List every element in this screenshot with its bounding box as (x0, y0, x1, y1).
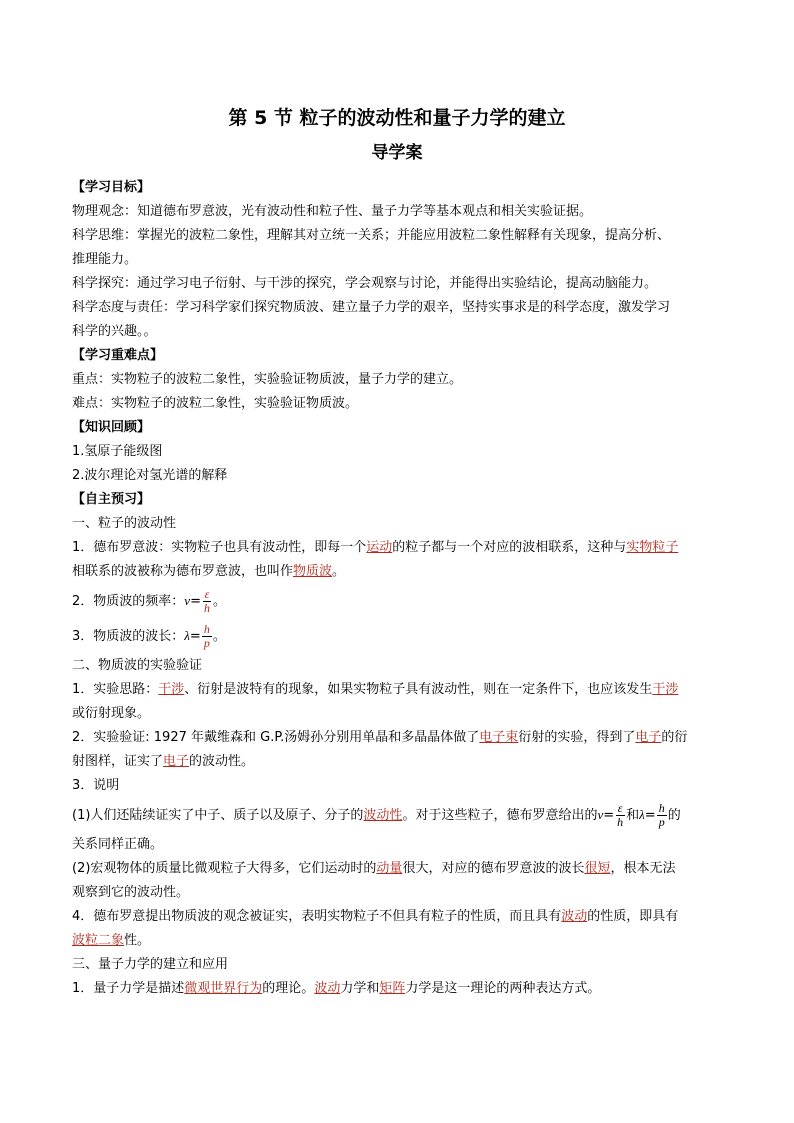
section-heading: 二、物质波的实验验证 (72, 658, 203, 673)
text: 的性质，即具有 (587, 909, 679, 924)
formula-variable: λ (184, 628, 190, 643)
preview-heading: 【自主预习】 (72, 492, 151, 507)
text: 1．量子力学是描述 (72, 981, 185, 996)
answer-blank: 波动 (561, 909, 588, 924)
fraction (202, 588, 212, 615)
answer-blank: 波粒二象 (72, 933, 125, 948)
formula-equals: = (603, 808, 615, 823)
review-heading: 【知识回顾】 (72, 420, 151, 435)
objective-line: 科学的兴趣。。 (72, 324, 157, 339)
paragraph-explanation-1-cont: 关系同样正确。 (72, 837, 164, 852)
answer-blank: 干涉 (652, 682, 679, 697)
text: 和 (626, 808, 640, 823)
objectives-heading: 【学习目标】 (72, 180, 151, 195)
text: 的 (667, 808, 681, 823)
review-line: 2.波尔理论对氢光谱的解释 (72, 468, 228, 483)
answer-blank: 很短 (584, 861, 611, 876)
section-heading: 一、粒子的波动性 (72, 516, 177, 531)
text: ，根本无法 (610, 861, 676, 876)
text: 的粒子都与一个对应的波相联系，这种与 (392, 540, 627, 555)
text: 3．物质波的波长： (72, 629, 185, 644)
objective-line: 物理观念：知道德布罗意波，光有波动性和粒子性、量子力学等基本观点和相关实验证据。 (72, 204, 593, 219)
objective-line: 推理能力。 (72, 252, 138, 267)
formula-equals: = (189, 629, 201, 644)
keypoint-line: 难点：实物粒子的波粒二象性，实验验证物质波。 (72, 396, 359, 411)
formula-equals: = (190, 594, 201, 609)
fraction-numerator: ε (617, 801, 623, 815)
fraction-numerator: ε (204, 587, 210, 601)
fraction-denominator: p (658, 815, 665, 829)
answer-blank: 实物粒子 (626, 540, 679, 555)
fraction (615, 802, 625, 829)
paragraph-explanation-2-cont: 观察到它的波动性。 (72, 885, 190, 900)
answer-blank: 物质波 (293, 564, 333, 579)
answer-blank: 动量 (376, 861, 403, 876)
paragraph-conclusion-cont (72, 929, 722, 953)
text: 性。 (124, 933, 151, 948)
text: 力学和 (340, 981, 380, 996)
answer-blank: 电子 (635, 730, 662, 745)
text: 的波动性。 (189, 754, 255, 769)
answer-blank: 波动 (314, 981, 341, 996)
text: 相联系的波被称为德布罗意波，也叫作 (72, 564, 294, 579)
answer-blank: 微观世界行为 (184, 981, 263, 996)
objective-line: 科学探究：通过学习电子衍射、与干涉的探究，学会观察与讨论，并能得出实验结论，提高动脑能力。 (72, 276, 658, 291)
text: 。 (332, 564, 346, 579)
answer-blank: 干涉 (158, 682, 185, 697)
text: 、衍射是波特有的现象，如果实物粒子具有波动性，则在一定条件下，也应该发生 (184, 682, 653, 697)
explanation-heading: 3．说明 (72, 778, 120, 793)
paragraph-experiment-idea-cont: 或衍射现象。 (72, 706, 151, 721)
text: 力学是这一理论的两种表达方式。 (405, 981, 601, 996)
keypoints-heading: 【学习重难点】 (72, 348, 164, 363)
fraction (202, 623, 212, 650)
formula-variable: ν (184, 593, 191, 608)
answer-blank: 矩阵 (379, 981, 406, 996)
answer-blank: 电子束 (479, 730, 519, 745)
text: 很大，对应的德布罗意波的波长 (402, 861, 585, 876)
paragraph-frequency (72, 584, 722, 619)
text: 。 (212, 629, 226, 644)
page-subtitle: 导学案 (371, 143, 423, 163)
paragraph-debroglie-wave (72, 536, 722, 560)
text: (1)人们还陆续证实了中子、质子以及原子、分子的 (72, 808, 364, 823)
fraction-numerator: h (658, 801, 665, 815)
paragraph-experiment-verify-cont (72, 750, 722, 774)
review-line: 1.氢原子能级图 (72, 444, 163, 459)
paragraph-debroglie-wave-cont (72, 560, 722, 584)
formula-variable: ν (597, 807, 604, 822)
fraction-numerator: h (203, 622, 210, 636)
fraction (657, 802, 667, 829)
objective-line: 科学态度与责任：学习科学家们探究物质波、建立量子力学的艰辛，坚持实事求是的科学态度，激发学习 (72, 300, 671, 315)
text: 的衍 (661, 730, 688, 745)
text: 。对于这些粒子，德布罗意给出的 (402, 808, 598, 823)
page-title: 第 5 节 粒子的波动性和量子力学的建立 (228, 107, 566, 129)
answer-blank: 波动性 (363, 808, 403, 823)
fraction-denominator: p (203, 636, 210, 650)
paragraph-explanation-2 (72, 857, 722, 881)
fraction-denominator: h (203, 601, 210, 615)
document-page (72, 100, 722, 1001)
paragraph-conclusion (72, 905, 722, 929)
paragraph-explanation-1 (72, 798, 722, 833)
formula-equals: = (644, 808, 656, 823)
fraction-denominator: h (617, 815, 624, 829)
paragraph-experiment-verify (72, 726, 722, 750)
text: 2．物质波的频率： (72, 594, 185, 609)
answer-blank: 运动 (366, 540, 393, 555)
section-heading: 三、量子力学的建立和应用 (72, 957, 229, 972)
text: 1．实验思路： (72, 682, 159, 697)
text: 的理论。 (262, 981, 315, 996)
paragraph-quantum-mechanics (72, 977, 722, 1001)
text: 。 (212, 594, 226, 609)
objective-line: 科学思维：掌握光的波粒二象性，理解其对立统一关系；并能应用波粒二象性解释有关现象，提高分析、 (72, 228, 671, 243)
paragraph-wavelength (72, 619, 722, 654)
text: 4．德布罗意提出物质波的观念被证实，表明实物粒子不但具有粒子的性质，而且具有 (72, 909, 562, 924)
text: 射图样，证实了 (72, 754, 164, 769)
text: 2．实验验证: 1927 年戴维森和 G.P.汤姆孙分别用单晶和多晶晶体做了 (72, 730, 480, 745)
keypoint-line: 重点：实物粒子的波粒二象性，实验验证物质波，量子力学的建立。 (72, 372, 463, 387)
paragraph-experiment-idea (72, 678, 722, 702)
formula-variable: λ (639, 807, 645, 822)
answer-blank: 电子 (163, 754, 190, 769)
text: (2)宏观物体的质量比微观粒子大得多，它们运动时的 (72, 861, 377, 876)
text: 衍射的实验，得到了 (518, 730, 636, 745)
text: 1．德布罗意波：实物粒子也具有波动性，即每一个 (72, 540, 367, 555)
